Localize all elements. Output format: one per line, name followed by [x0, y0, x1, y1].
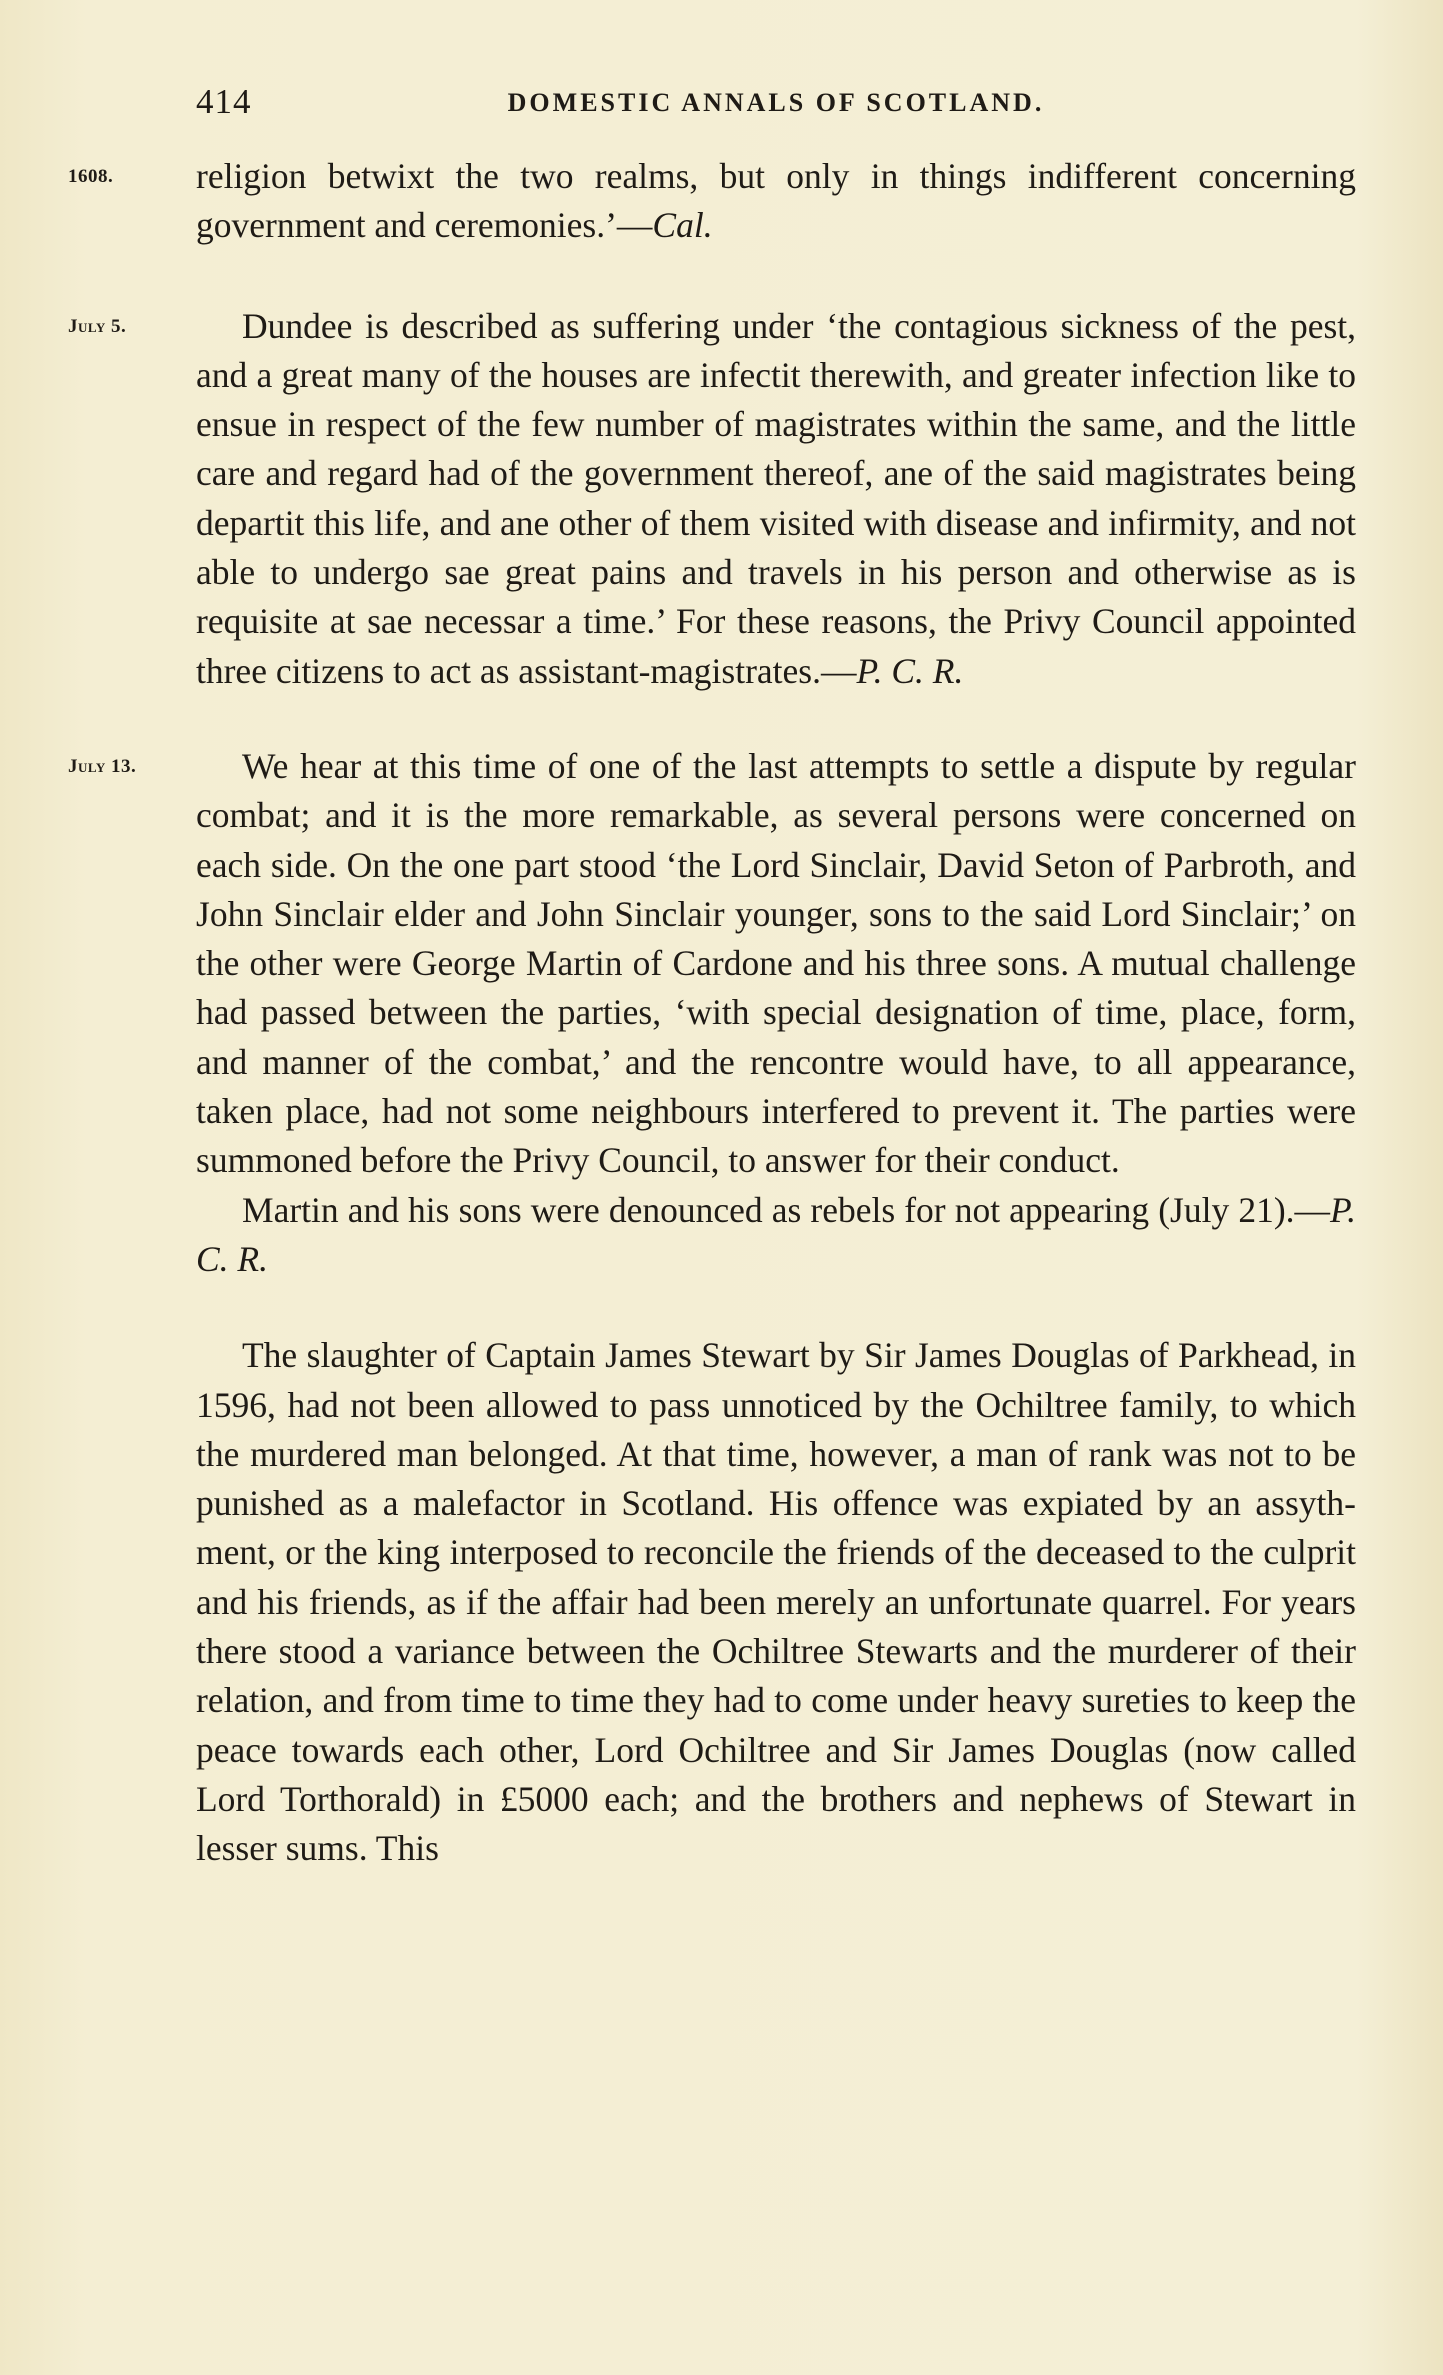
- spacer: [196, 696, 1356, 742]
- citation: P. C. R.: [856, 650, 964, 691]
- paragraph-text: Dundee is described as suffering under ‘the contagious sickness of the pest, and a great many of the houses are infectit therewith, and greater infection like to ensue in respect of the few number of magistrates within the same, and the little care and regard had of the government thereof, ane of the said magistrates being departit this life, and ane other of them visited with disease and infirmity, and not able to undergo sae great pains and travels in his person and otherwise as is requisite at sae necessar a time.’ For these reasons, the Privy Council appointed three citizens to act as assistant-magistrates.—: [196, 305, 1356, 691]
- paragraph-text: The slaughter of Captain James Stewart by Sir James Douglas of Parkhead, in 1596, had not been allowed to pass unnoticed by the Ochiltree family, to which the murdered man belonged. At that time, however, a man of rank was not to be punished as a malefactor in Scotland. His offence was expiated by an assyth-ment, or the king interposed to reconcile the friends of the deceased to the culprit and his friends, as if the affair had been merely an unfortunate quarrel. For years there stood a variance between the Ochiltree Stewarts and the murderer of their relation, and from time to time they had to come under heavy sureties to keep the peace towards each other, Lord Ochiltree and Sir James Douglas (now called Lord Torthorald) in £5000 each; and the brothers and nephews of Stewart in lesser sums. This: [196, 1335, 1356, 1869]
- margin-note-year: 1608.: [68, 166, 114, 187]
- spacer: [196, 251, 1356, 302]
- body-text: [68, 152, 1356, 1874]
- entry-july-5: [68, 302, 1356, 696]
- paragraph: [196, 1331, 1356, 1873]
- entry-july-13: [68, 742, 1356, 1284]
- entry-ochiltree: [196, 1331, 1356, 1873]
- paragraph-text: We hear at this time of one of the last attempts to settle a dispute by regular combat; and it is the more remarkable, as several persons were concerned on each side. On the one part stood ‘the Lord Sinclair, David Seton of Parbroth, and John Sinclair elder and John Sinclair younger, sons to the said Lord Sinclair;’ on the other were George Martin of Cardone and his three sons. A mutual challenge had passed between the parties, ‘with special designation of time, place, form, and manner of the combat,’ and the rencontre would have, to all appearance, taken place, had not some neighbours interfered to prevent it. The parties were summoned before the Privy Council, to answer for their conduct.: [196, 745, 1356, 1181]
- paragraph-text: Martin and his sons were denounced as rebels for not appearing (July 21).—: [242, 1189, 1331, 1230]
- page-header: [196, 82, 1356, 132]
- paragraph: [196, 742, 1356, 1186]
- paragraph: [196, 302, 1356, 696]
- margin-note-date: July 5.: [68, 315, 127, 337]
- page-number: 414: [196, 82, 252, 121]
- margin-note-date: July 13.: [68, 755, 137, 777]
- citation: P. C. R.: [196, 1189, 1356, 1279]
- citation: Cal.: [652, 205, 713, 246]
- running-head: DOMESTIC ANNALS OF SCOTLAND.: [507, 88, 1045, 117]
- entry-1608: [68, 152, 1356, 251]
- paragraph: [196, 1186, 1356, 1285]
- paragraph: [196, 152, 1356, 251]
- spacer: [196, 1284, 1356, 1331]
- paragraph-text: religion betwixt the two realms, but only in things indifferent concerning government and ceremonies.’—: [196, 156, 1356, 246]
